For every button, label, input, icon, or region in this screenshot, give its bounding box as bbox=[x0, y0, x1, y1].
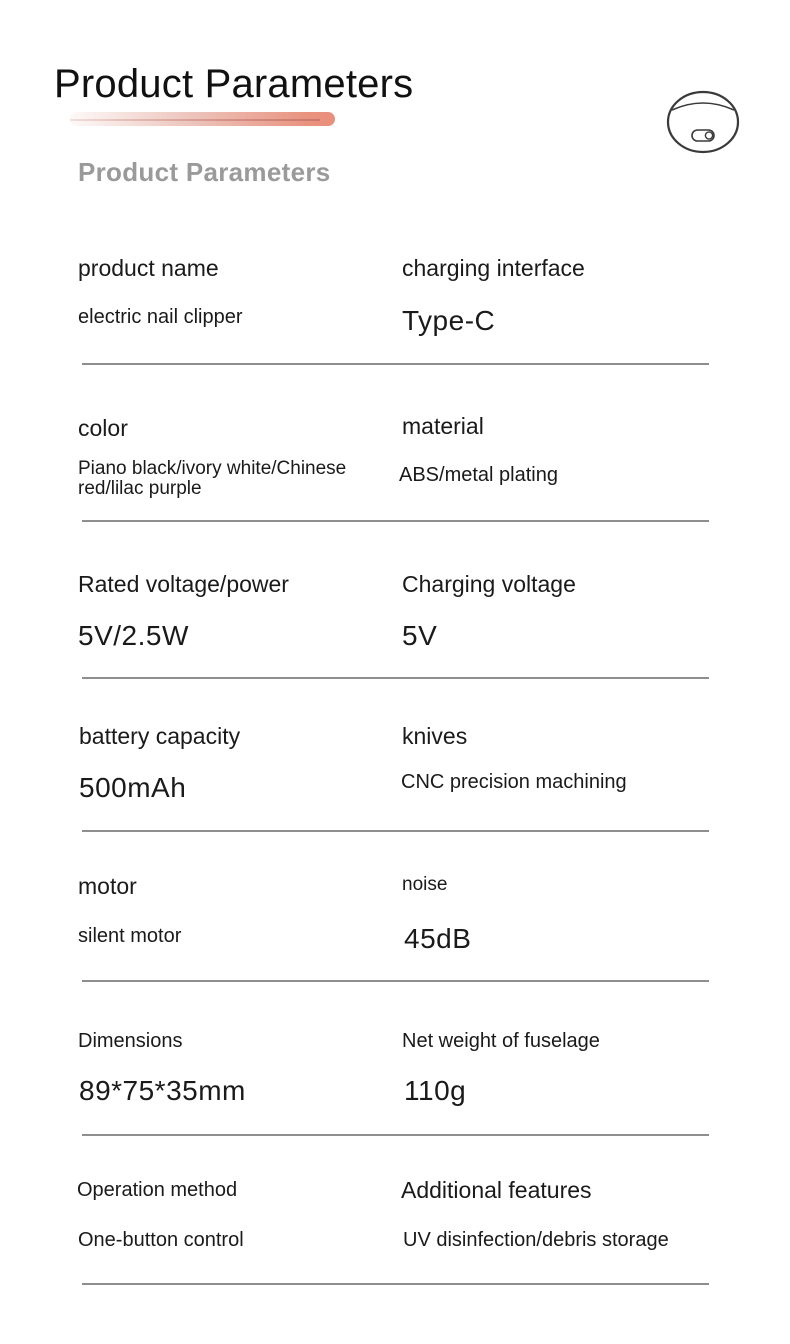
param-label: Charging voltage bbox=[402, 571, 576, 597]
row-divider bbox=[82, 363, 709, 365]
param-value: Piano black/ivory white/Chinese red/lilac purple bbox=[78, 458, 347, 499]
row-divider bbox=[82, 1134, 709, 1136]
section-subtitle: Product Parameters bbox=[78, 157, 331, 187]
param-label: noise bbox=[402, 874, 448, 895]
param-label: charging interface bbox=[402, 255, 585, 281]
title-underline-line bbox=[70, 119, 320, 121]
param-label: Net weight of fuselage bbox=[402, 1030, 600, 1052]
param-label: knives bbox=[402, 723, 468, 749]
param-label: Additional features bbox=[401, 1177, 592, 1203]
param-label: Operation method bbox=[77, 1179, 238, 1201]
row-divider bbox=[82, 1283, 709, 1285]
param-label: Rated voltage/power bbox=[78, 571, 289, 597]
device-outline-icon bbox=[666, 90, 740, 154]
row-divider bbox=[82, 830, 709, 832]
param-value: One-button control bbox=[78, 1229, 244, 1251]
param-label: motor bbox=[78, 873, 137, 899]
param-value: 110g bbox=[404, 1075, 467, 1106]
param-label: battery capacity bbox=[79, 723, 241, 749]
param-value: silent motor bbox=[78, 925, 182, 947]
param-value: UV disinfection/debris storage bbox=[403, 1229, 669, 1251]
param-label: Dimensions bbox=[78, 1030, 183, 1052]
param-value: 5V bbox=[402, 620, 438, 651]
param-value: 89*75*35mm bbox=[79, 1075, 246, 1106]
page-title: Product Parameters bbox=[54, 62, 414, 106]
param-value: Type-C bbox=[402, 305, 496, 336]
param-label: material bbox=[402, 413, 484, 439]
param-value: 5V/2.5W bbox=[78, 620, 189, 651]
row-divider bbox=[82, 677, 709, 679]
param-value: 500mAh bbox=[79, 772, 187, 803]
param-label: product name bbox=[78, 255, 219, 281]
param-value: 45dB bbox=[404, 923, 472, 954]
row-divider bbox=[82, 520, 709, 522]
param-value: electric nail clipper bbox=[78, 306, 243, 328]
param-value: CNC precision machining bbox=[401, 771, 627, 793]
row-divider bbox=[82, 980, 709, 982]
param-value: ABS/metal plating bbox=[399, 464, 558, 486]
param-label: color bbox=[78, 415, 128, 441]
